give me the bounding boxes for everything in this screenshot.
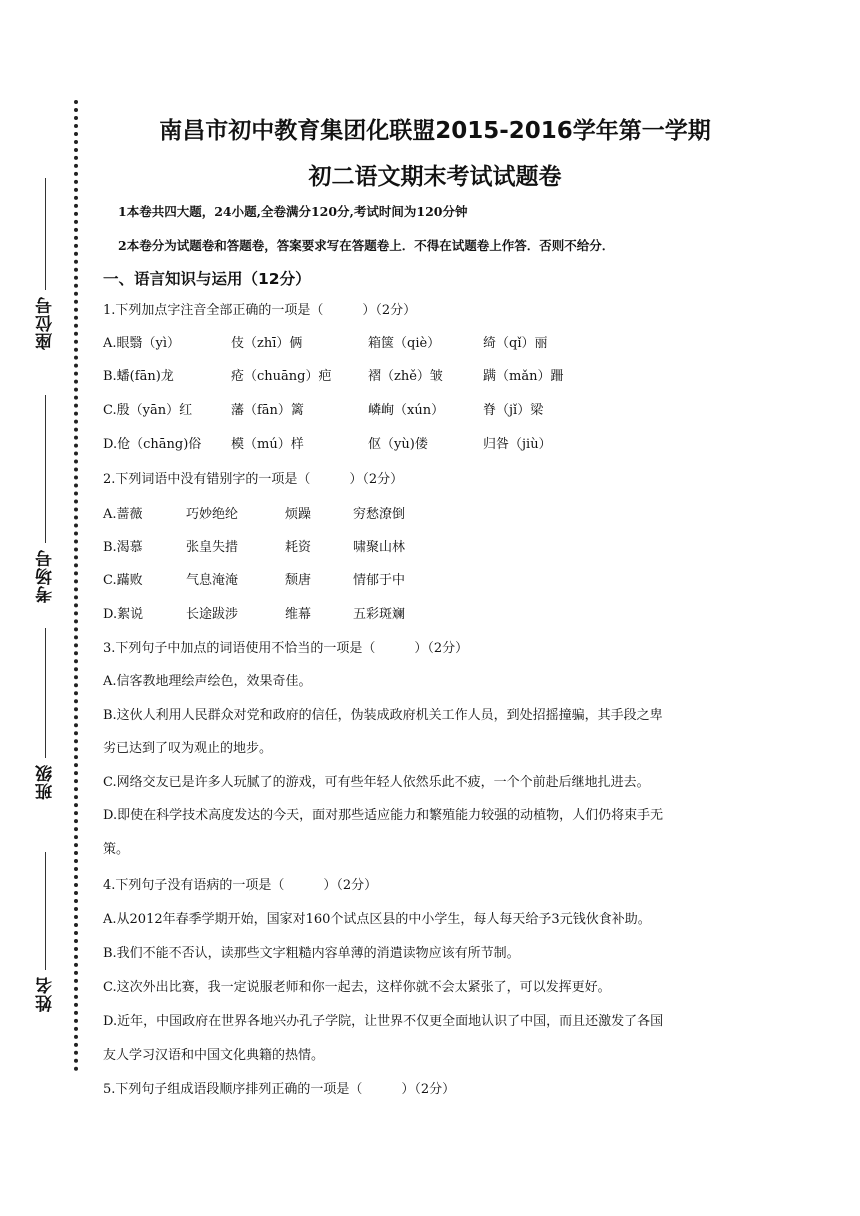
option-cell: 伎（zhī）俩 <box>231 336 303 351</box>
option-cell: 气息淹淹 <box>186 573 239 588</box>
name-label: 姓名 <box>35 976 56 1012</box>
option-cell: A.蔷薇 <box>103 507 143 522</box>
exam-room-field <box>30 395 60 609</box>
option-cell: 褶（zhě）皱 <box>368 369 443 384</box>
option-cell: 张皇失措 <box>186 540 239 555</box>
option-cell: A.眼翳（yì） <box>103 336 181 351</box>
class-label: 班级 <box>35 764 56 800</box>
question-5-stem: 5.下列句子组成语段顺序排列正确的一项是（ ）（2分） <box>103 1082 456 1097</box>
question-3-option-c: C.网络交友已是许多人玩腻了的游戏，可有些年轻人依然乐此不疲，一个个前赴后继地扎进去。 <box>103 775 650 790</box>
option-cell: 维幕 <box>285 607 312 622</box>
option-cell: 绮（qǐ）丽 <box>483 336 548 351</box>
exam-title-line1: 南昌市初中教育集团化联盟2015-2016学年第一学期 <box>159 118 711 144</box>
seat-number-field <box>30 178 60 356</box>
option-cell: D.伧（chāng)俗 <box>103 437 202 452</box>
option-cell: C.蹣败 <box>103 573 143 588</box>
option-cell: 蹒（mǎn）跚 <box>483 369 564 384</box>
option-cell: 嶙峋（xún） <box>368 403 445 418</box>
option-cell: 情郁于中 <box>353 573 406 588</box>
option-cell: 五彩斑斓 <box>353 607 406 622</box>
question-4-option-b: B.我们不能不否认，读那些文字粗糙内容单薄的消遣读物应该有所节制。 <box>103 946 520 961</box>
option-cell: 疮（chuāng）疤 <box>231 369 332 384</box>
option-cell: 耗资 <box>285 540 312 555</box>
option-cell: 箱箧（qiè） <box>368 336 441 351</box>
question-4-option-a: A.从2012年春季学期开始，国家对160个试点区县的中小学生，每人每天给予3元钱伙食补助。 <box>103 912 651 927</box>
name-field <box>30 852 60 1018</box>
option-cell: 脊（jǐ）梁 <box>483 403 544 418</box>
exam-room-label: 考场号 <box>35 549 56 603</box>
option-cell: C.殷（yān）红 <box>103 403 193 418</box>
question-1-stem: 1.下列加点字注音全部正确的一项是（ ）（2分） <box>103 303 417 318</box>
question-2-stem: 2.下列词语中没有错别字的一项是（ ）（2分） <box>103 472 404 487</box>
exam-title-line2: 初二语文期末考试试题卷 <box>308 164 562 190</box>
question-4-option-c: C.这次外出比赛，我一定说服老师和你一起去，这样你就不会太紧张了，可以发挥更好。 <box>103 980 611 995</box>
option-cell: 巧妙绝纶 <box>186 507 239 522</box>
binding-dotted-line <box>74 100 78 1072</box>
exam-note-2: 2本卷分为试题卷和答题卷，答案要求写在答题卷上．不得在试题卷上作答．否则不给分． <box>118 238 615 253</box>
section-1-heading: 一、语言知识与运用（12分） <box>103 270 311 288</box>
question-4-option-d-line1: D.近年，中国政府在世界各地兴办孔子学院，让世界不仅更全面地认识了中国，而且还激发了各国 <box>103 1014 664 1029</box>
question-3-option-d-line1: D.即使在科学技术高度发达的今天，面对那些适应能力和繁殖能力较强的动植物，人们仍将束手无 <box>103 808 664 823</box>
option-cell: 藩（fān）篱 <box>231 403 304 418</box>
option-cell: B.渴慕 <box>103 540 143 555</box>
option-cell: 归咎（jiù） <box>483 437 552 452</box>
option-cell: 颓唐 <box>285 573 312 588</box>
question-3-stem: 3.下列句子中加点的词语使用不恰当的一项是（ ）（2分） <box>103 641 469 656</box>
option-cell: 烦躁 <box>285 507 312 522</box>
option-cell: 长途跋涉 <box>186 607 239 622</box>
question-3-option-b-line2: 劣已达到了叹为观止的地步。 <box>103 741 273 756</box>
option-cell: D.絮说 <box>103 607 144 622</box>
class-field <box>30 628 60 806</box>
option-cell: 模（mú）样 <box>231 437 304 452</box>
question-3-option-b-line1: B.这伙人利用人民群众对党和政府的信任，伪装成政府机关工作人员，到处招摇撞骗，其手段之卑 <box>103 708 663 723</box>
option-cell: 伛（yù)偻 <box>368 437 428 452</box>
option-cell: B.蟠(fān)龙 <box>103 369 174 384</box>
option-cell: 穷愁潦倒 <box>353 507 406 522</box>
option-cell: 啸聚山林 <box>353 540 406 555</box>
question-3-option-a: A.信客教地理绘声绘色，效果奇佳。 <box>103 674 312 689</box>
question-3-option-d-line2: 策。 <box>103 842 130 857</box>
question-4-option-d-line2: 友人学习汉语和中国文化典籍的热情。 <box>103 1048 325 1063</box>
exam-note-1: 1本卷共四大题，24小题,全卷满分120分,考试时间为120分钟 <box>118 204 468 219</box>
question-4-stem: 4.下列句子没有语病的一项是（ ）（2分） <box>103 878 378 893</box>
seat-number-label: 座位号 <box>35 296 56 350</box>
